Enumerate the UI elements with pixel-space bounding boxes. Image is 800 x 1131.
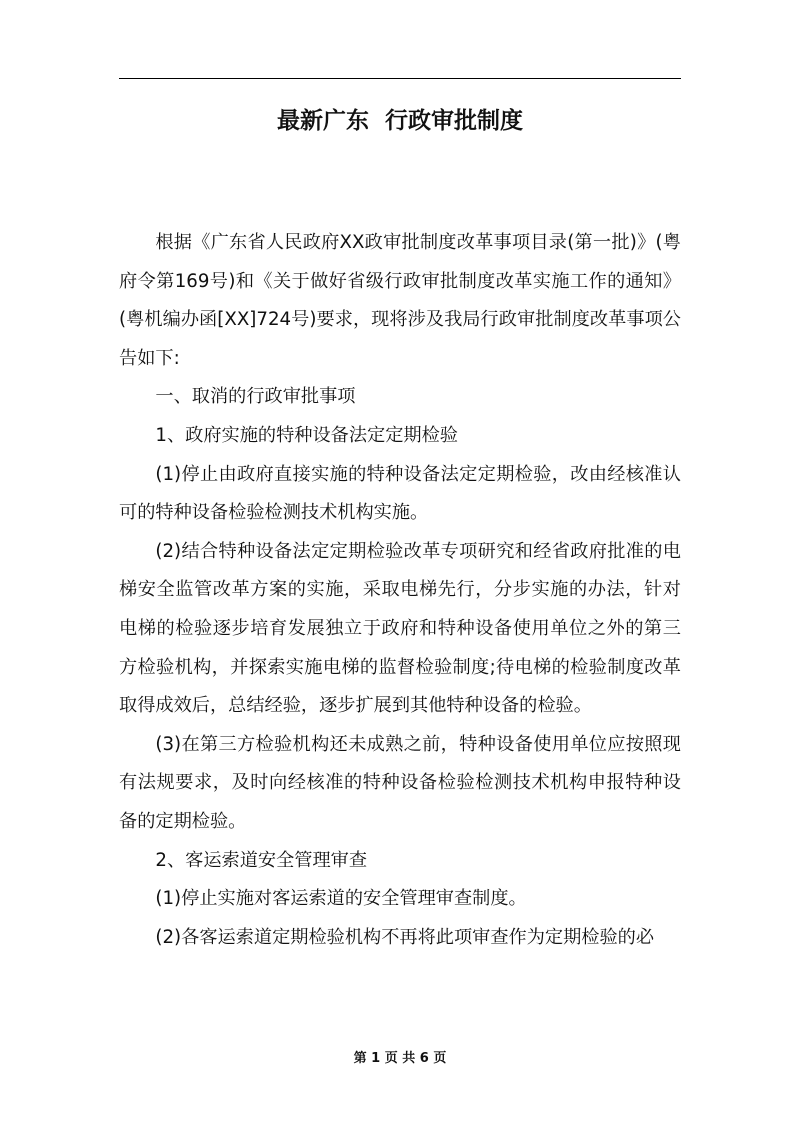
paragraph-item-2-2: (2)各客运索道定期检验机构不再将此项审查作为定期检验的必 (155, 926, 655, 948)
document-title: 最新广东 行政审批制度 (276, 108, 523, 134)
header-rule (119, 78, 681, 79)
item-heading-inspection: 1、政府实施的特种设备法定定期检验 (155, 424, 458, 446)
item-heading-ropeway: 2、客运索道安全管理审查 (155, 849, 368, 871)
paragraph-item-1-1: (1)停止由政府直接实施的特种设备法定定期检验，改由经核准认可的特种设备检验检测技术机构实施。 (119, 463, 681, 524)
page-number-footer: 第 1 页 共 6 页 (353, 1051, 447, 1066)
document-body (119, 224, 681, 957)
paragraph-item-1-2: (2)结合特种设备法定定期检验改革专项研究和经省政府批准的电梯安全监管改革方案的实施，采取电梯先行，分步实施的办法，针对电梯的检验逐步培育发展独立于政府和特种设备使用单位之外的第三方检验机构，并探索实施电梯的监督检验制度;待电梯的检验制度改革取得成效后，总结经验，逐步扩展到其他特种设备的检验。 (119, 540, 681, 717)
paragraph-item-2-1: (1)停止实施对客运索道的安全管理审查制度。 (155, 888, 527, 910)
section-heading-cancelled-items: 一、取消的行政审批事项 (155, 386, 356, 408)
paragraph-intro: 根据《广东省人民政府XX政审批制度改革事项目录(第一批)》(粤府令第169号)和《关于做好省级行政审批制度改革实施工作的通知》(粤机编办函[XX]724号)要求，现将涉及我局行政审批制度改革事项公告如下: (119, 232, 681, 369)
paragraph-item-1-3: (3)在第三方检验机构还未成熟之前，特种设备使用单位应按照现有法规要求，及时向经核准的特种设备检验检测技术机构申报特种设备的定期检验。 (119, 733, 681, 832)
